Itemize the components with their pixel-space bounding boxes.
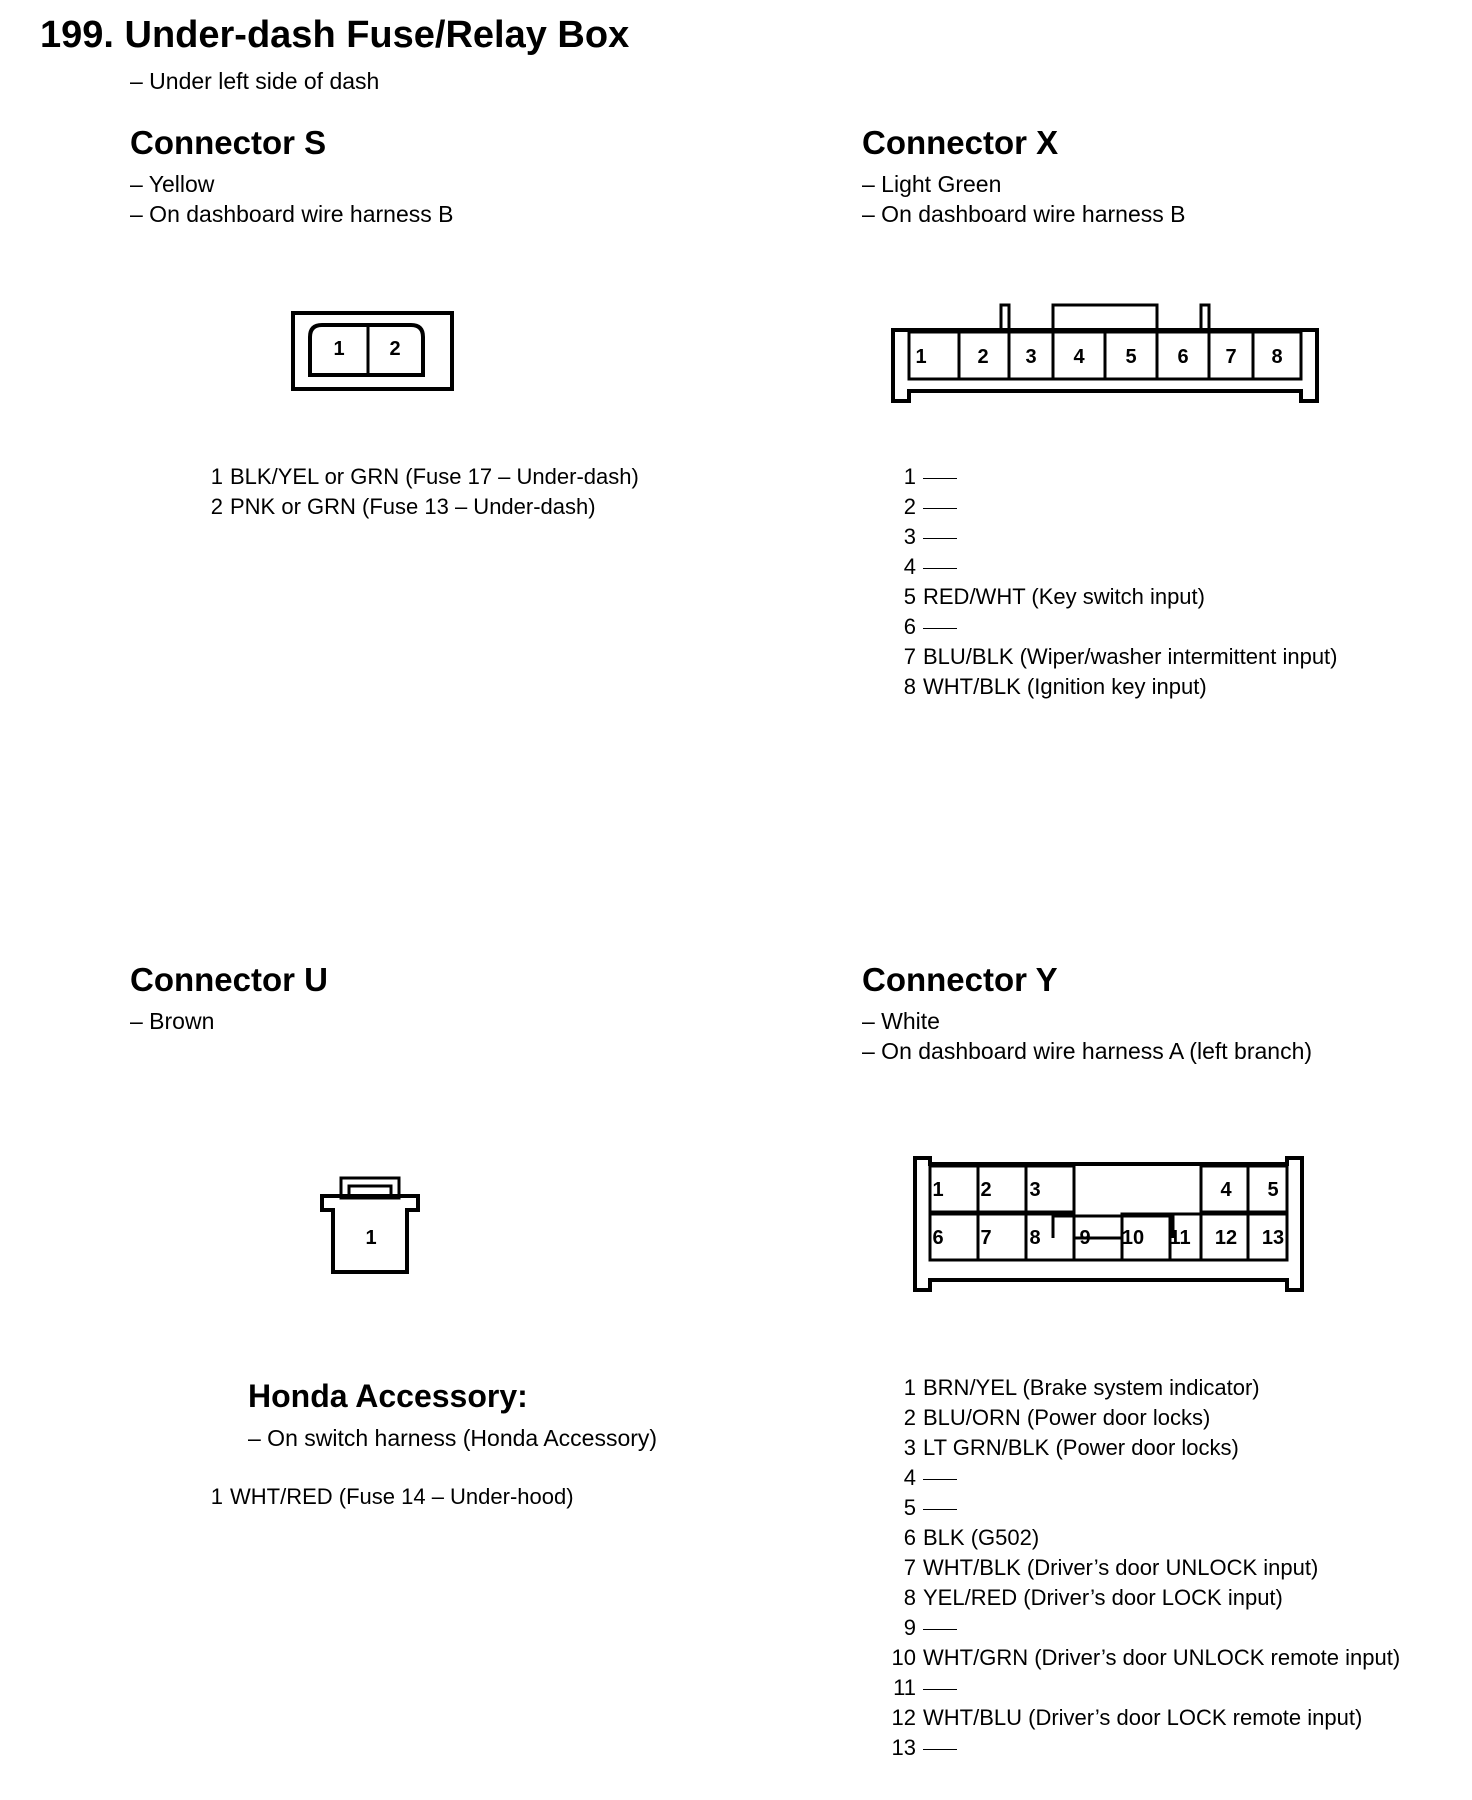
connector-y-cavity-6: 6 [932, 1227, 944, 1249]
list-item [878, 672, 1338, 702]
pin-number: 1 [903, 1375, 916, 1400]
connector-u-title: Connector U [130, 961, 328, 998]
pin-number: 12 [891, 1705, 916, 1730]
connector-y-cavity-7: 7 [980, 1227, 992, 1249]
list-item [185, 492, 639, 522]
connector-x-cavity-4: 4 [1073, 346, 1085, 368]
connector-u-cavity-1: 1 [365, 1227, 377, 1249]
connector-s-color: – Yellow [130, 171, 215, 197]
list-item [878, 1493, 1400, 1523]
pin-number: 6 [903, 614, 916, 639]
connector-x-harness: – On dashboard wire harness B [862, 201, 1186, 227]
connector-y-cavity-3: 3 [1029, 1179, 1041, 1201]
pin-number: 2 [903, 1405, 916, 1430]
connector-x-cavity-8: 8 [1271, 346, 1283, 368]
pin-unused-dash [923, 568, 957, 569]
connector-y-cavity-11: 11 [1169, 1227, 1191, 1249]
connector-x-cavity-6: 6 [1177, 346, 1189, 368]
pin-number: 8 [903, 1585, 916, 1610]
connector-u-diagram [315, 1170, 425, 1280]
connector-y-cavity-5: 5 [1267, 1179, 1279, 1201]
list-item [878, 1433, 1400, 1463]
pin-description: LT GRN/BLK (Power door locks) [923, 1435, 1239, 1460]
pin-number: 1 [903, 464, 916, 489]
pin-unused-dash [923, 538, 957, 539]
connector-y-harness: – On dashboard wire harness A (left branch) [862, 1038, 1313, 1064]
connector-y-cavity-13: 13 [1261, 1227, 1285, 1249]
list-item [878, 462, 1338, 492]
pin-number: 11 [893, 1675, 916, 1700]
pin-number: 7 [903, 1555, 916, 1580]
pin-unused-dash [923, 478, 957, 479]
connector-x-cavity-7: 7 [1225, 346, 1237, 368]
pin-number: 3 [903, 524, 916, 549]
list-item [878, 582, 1338, 612]
pin-number: 5 [903, 1495, 916, 1520]
pin-description: BLK (G502) [923, 1525, 1040, 1550]
connector-x-diagram [885, 295, 1325, 410]
pin-description: WHT/BLU (Driver’s door LOCK remote input) [923, 1705, 1363, 1730]
page-location: – Under left side of dash [130, 68, 380, 94]
list-item [185, 462, 639, 492]
connector-x-cavity-1: 1 [915, 346, 927, 368]
pin-description: WHT/GRN (Driver’s door UNLOCK remote input) [923, 1645, 1401, 1670]
connector-y-color: – White [862, 1008, 940, 1034]
connector-x-title: Connector X [862, 124, 1059, 161]
connector-y-cavity-1: 1 [932, 1179, 944, 1201]
connector-y-cavity-2: 2 [980, 1179, 992, 1201]
connector-s-harness: – On dashboard wire harness B [130, 201, 454, 227]
list-item [878, 1403, 1400, 1433]
pin-unused-dash [923, 1479, 957, 1480]
list-item [878, 522, 1338, 552]
connector-s-cavity-2: 2 [389, 338, 401, 360]
connector-y-cavity-10: 10 [1121, 1227, 1145, 1249]
list-item [878, 1703, 1400, 1733]
pin-description: BLU/ORN (Power door locks) [923, 1405, 1211, 1430]
honda-accessory-note: – On switch harness (Honda Accessory) [248, 1425, 658, 1451]
connector-y-pin-list [878, 1373, 1400, 1763]
connector-y-cavity-12: 12 [1214, 1227, 1238, 1249]
list-item [878, 1643, 1400, 1673]
pin-number: 4 [903, 1465, 916, 1490]
pin-unused-dash [923, 1629, 957, 1630]
connector-y-cavity-9: 9 [1079, 1227, 1091, 1249]
connector-y-diagram [905, 1150, 1315, 1300]
pin-description: BLU/BLK (Wiper/washer intermittent input) [923, 644, 1338, 669]
pin-description: WHT/BLK (Ignition key input) [923, 674, 1207, 699]
connector-s-pin-list [185, 462, 639, 522]
pin-description: RED/WHT (Key switch input) [923, 584, 1205, 609]
pin-unused-dash [923, 1689, 957, 1690]
pin-description: WHT/BLK (Driver’s door UNLOCK input) [923, 1555, 1319, 1580]
pin-description: BRN/YEL (Brake system indicator) [923, 1375, 1260, 1400]
connector-u-color: – Brown [130, 1008, 215, 1034]
pin-unused-dash [923, 1509, 957, 1510]
connector-x-cavity-3: 3 [1025, 346, 1037, 368]
pin-description: PNK or GRN (Fuse 13 – Under-dash) [230, 494, 596, 519]
pin-number: 4 [903, 554, 916, 579]
pin-number: 9 [903, 1615, 916, 1640]
list-item [878, 1373, 1400, 1403]
list-item [878, 1733, 1400, 1763]
pin-number: 1 [210, 1484, 223, 1509]
pin-number: 10 [891, 1645, 916, 1670]
list-item [185, 1482, 574, 1512]
connector-y-cavity-8: 8 [1029, 1227, 1041, 1249]
connector-s-title: Connector S [130, 124, 327, 161]
pin-number: 2 [210, 494, 223, 519]
connector-s-diagram [285, 305, 460, 395]
connector-x-cavity-2: 2 [977, 346, 989, 368]
pin-unused-dash [923, 628, 957, 629]
pin-number: 5 [903, 584, 916, 609]
connector-y-cavity-4: 4 [1220, 1179, 1232, 1201]
list-item [878, 642, 1338, 672]
pin-number: 6 [903, 1525, 916, 1550]
pin-unused-dash [923, 508, 957, 509]
page-title: 199. Under-dash Fuse/Relay Box [40, 14, 630, 56]
list-item [878, 492, 1338, 522]
connector-y-title: Connector Y [862, 961, 1058, 998]
pin-number: 1 [210, 464, 223, 489]
pin-number: 8 [903, 674, 916, 699]
connector-s-cavity-1: 1 [333, 338, 345, 360]
list-item [878, 1673, 1400, 1703]
list-item [878, 612, 1338, 642]
pin-unused-dash [923, 1749, 957, 1750]
pin-description: BLK/YEL or GRN (Fuse 17 – Under-dash) [230, 464, 639, 489]
connector-u-pin-list [185, 1482, 574, 1512]
list-item [878, 1463, 1400, 1493]
pin-description: YEL/RED (Driver’s door LOCK input) [923, 1585, 1283, 1610]
pin-number: 3 [903, 1435, 916, 1460]
connector-x-pin-list [878, 462, 1338, 702]
list-item [878, 1553, 1400, 1583]
connector-x-color: – Light Green [862, 171, 1002, 197]
pin-number: 7 [903, 644, 916, 669]
list-item [878, 1583, 1400, 1613]
honda-accessory-title: Honda Accessory: [248, 1378, 528, 1414]
list-item [878, 552, 1338, 582]
list-item [878, 1613, 1400, 1643]
connector-x-cavity-5: 5 [1125, 346, 1137, 368]
pin-number: 13 [891, 1735, 916, 1760]
pin-number: 2 [903, 494, 916, 519]
pin-description: WHT/RED (Fuse 14 – Under-hood) [230, 1484, 574, 1509]
list-item [878, 1523, 1400, 1553]
